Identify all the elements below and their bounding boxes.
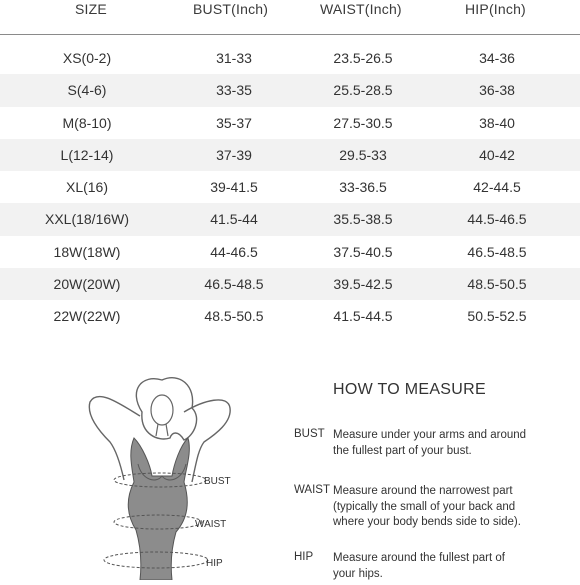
measure-term-hip: HIP [294,551,314,563]
hip-cell: 46.5-48.5 [467,243,527,260]
size-cell: 20W(20W) [53,276,121,293]
hip-cell: 48.5-50.5 [467,276,527,293]
measure-term-bust: BUST [294,428,325,440]
hip-cell: 36-38 [479,82,515,99]
table-row [0,236,580,268]
description-line: Measure under your arms and around [333,429,527,441]
header-waist: WAIST(Inch) [320,1,402,17]
table-row [0,42,580,74]
how-to-measure-title: HOW TO MEASURE [333,381,486,398]
size-cell: XL(16) [65,179,109,196]
table-row [0,203,580,235]
bust-cell: 31-33 [216,50,252,66]
table-row [0,139,580,171]
table-header [0,0,580,35]
waist-cell: 33-36.5 [339,179,387,196]
measure-description-bust [333,428,578,459]
hip-cell: 34-36 [479,50,515,66]
header-hip: HIP(Inch) [465,1,526,17]
woman-silhouette-illustration [80,372,280,580]
size-cell: L(12-14) [60,146,114,163]
bust-cell: 33-35 [216,82,252,99]
figure-label-hip: HIP [206,558,223,569]
measure-description-waist [333,484,578,531]
figure-label-bust: BUST [204,476,231,487]
table-row [0,268,580,300]
bust-cell: 48.5-50.5 [204,308,264,325]
waist-cell: 27.5-30.5 [333,114,393,131]
waist-cell: 41.5-44.5 [333,308,393,325]
size-cell: S(4-6) [67,82,107,99]
description-line: your hips. [333,567,383,580]
table-row [0,107,580,139]
description-line: (typically the small of your back and [333,500,516,513]
size-cell: M(8-10) [62,114,112,131]
header-bust: BUST(Inch) [193,1,269,17]
bust-cell: 35-37 [216,114,252,131]
hip-cell: 38-40 [479,114,515,131]
bust-cell: 46.5-48.5 [204,276,264,293]
figure-label-waist: WAIST [195,519,227,530]
hip-cell: 40-42 [479,146,515,163]
size-cell: XS(0-2) [62,50,112,66]
hip-cell: 50.5-52.5 [467,308,527,325]
measurement-figure [80,372,280,580]
description-line: Measure around the fullest part of [333,552,505,564]
size-cell: XXL(18/16W) [44,211,130,228]
size-cell: 18W(18W) [53,243,121,260]
table-row [0,300,580,332]
header-size: SIZE [75,1,107,17]
hip-cell: 44.5-46.5 [467,211,527,228]
bust-cell: 39-41.5 [210,179,258,196]
waist-cell: 23.5-26.5 [333,50,393,66]
measure-term-waist: WAIST [294,484,330,496]
description-line: Measure around the narrowest part [333,485,513,497]
waist-cell: 39.5-42.5 [333,276,393,293]
table-row [0,74,580,106]
description-line: where your body bends side to side). [333,516,521,528]
waist-cell: 37.5-40.5 [333,243,393,260]
table-row [0,171,580,203]
waist-cell: 29.5-33 [339,146,387,163]
bust-cell: 41.5-44 [210,211,258,228]
size-cell: 22W(22W) [53,308,121,325]
waist-cell: 25.5-28.5 [333,82,393,99]
bust-cell: 37-39 [216,146,252,163]
bust-cell: 44-46.5 [210,243,258,260]
table-body [0,35,580,333]
waist-cell: 35.5-38.5 [333,211,393,228]
measure-description-hip [333,551,578,582]
description-line: the fullest part of your bust. [333,444,472,457]
hip-cell: 42-44.5 [473,179,521,196]
